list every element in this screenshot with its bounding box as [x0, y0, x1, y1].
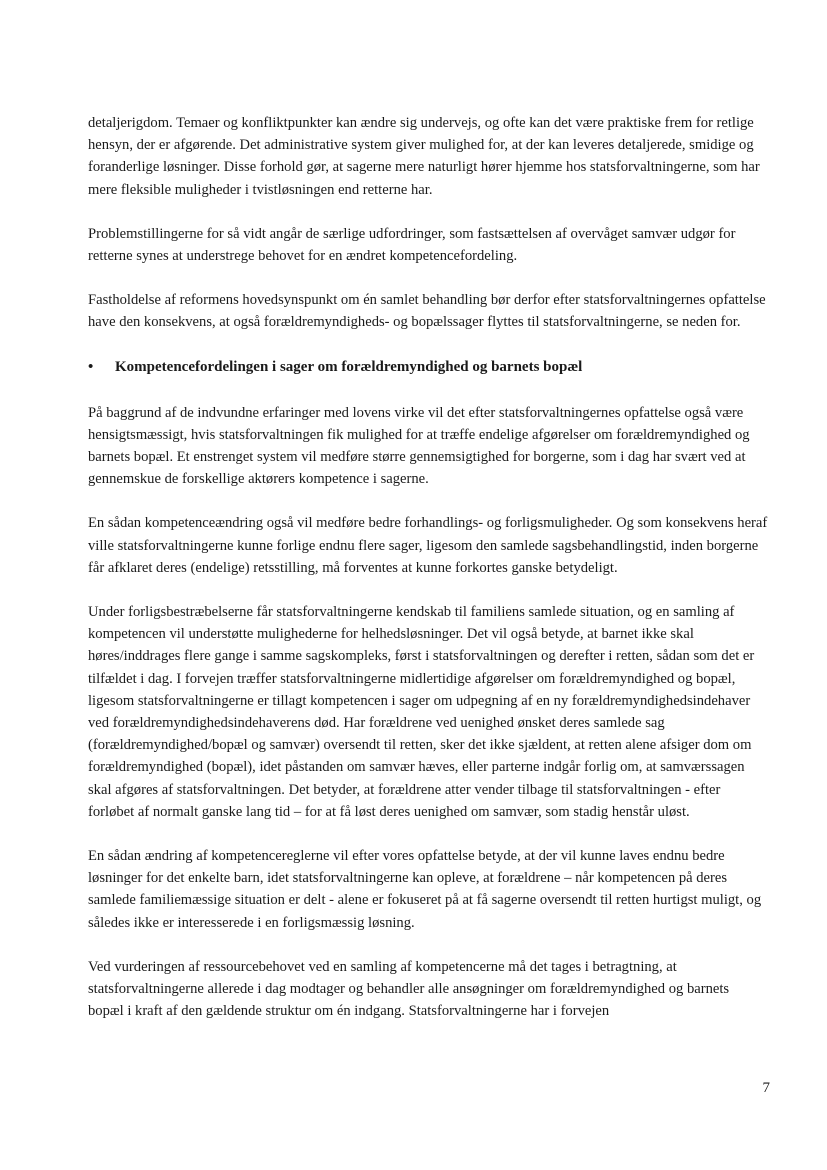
- section-heading-text: Kompetencefordelingen i sager om forældremyndighed og barnets bopæl: [115, 358, 583, 375]
- body-paragraph: En sådan kompetenceændring også vil medføre bedre forhandlings- og forligsmuligheder. Og som konsekvens heraf ville statsforvaltningerne kunne forlige endnu flere sager, ligesom den samlede sagsbehandlingstid, inden borgerne får afklaret deres (endelige) retsstilling, må forventes at kunne forkortes ganske betydeligt.: [88, 515, 768, 576]
- bullet-icon: •: [88, 358, 94, 375]
- document-page: [88, 112, 768, 1045]
- body-paragraph: detaljerigdom. Temaer og konfliktpunkter kan ændre sig undervejs, og ofte kan det være praktiske frem for retlige hensyn, der er afgørende. Det administrative system giver mulighed for, at der kan leveres detaljerede, smidige og foranderlige løsninger. Disse forhold gør, at sagerne mere naturligt hører hjemme hos statsforvaltningerne, som har mere fleksible muligheder i tvistløsningen end retterne har.: [88, 115, 760, 198]
- body-paragraph: En sådan ændring af kompetencereglerne vil efter vores opfattelse betyde, at der vil kunne laves endnu bedre løsninger for det enkelte barn, idet statsforvaltningerne kan opleve, at forældrene – når kompetencen på deres samlede familiemæssige situation er delt - alene er fokuseret på at få sagerne oversendt til retten hurtigst muligt, og således ikke er interesserede i en forligsmæssig løsning.: [88, 848, 762, 931]
- body-paragraph: Under forligsbestræbelserne får statsforvaltningerne kendskab til familiens samlede situation, og en samling af kompetencen vil understøtte mulighederne for helhedsløsninger. Det vil også betyde, at barnet ikke skal høres/inddrages flere gange i samme sagskompleks, først i statsforvaltningen og derefter i retten, sådan som det er tilfældet i dag. I forvejen træffer statsforvaltningerne midlertidige afgørelser om forældremyndighed og bopæl, ligesom statsforvaltningerne er tillagt kompetencen i sager om udpegning af en ny forældremyndighedsindehaver ved forældremyndighedsindehaverens død. Har forældrene ved uenighed ønsket deres samlede sag (forældremyndighed/bopæl og samvær) oversendt til retten, sker det ikke sjældent, at retten alene afsiger dom om forældremyndighed (bopæl), idet påstanden om samvær hæves, eller parterne indgår forlig om, at samværssagen skal afgøres af statsforvaltningen. Det betyder, at forældrene atter vender tilbage til statsforvaltningen - efter forløbet af normalt ganske lang tid – for at få løst deres uenighed om samvær, som stadig henstår uløst.: [88, 604, 755, 820]
- body-paragraph: På baggrund af de indvundne erfaringer med lovens virke vil det efter statsforvaltningernes opfattelse også være hensigtsmæssigt, hvis statsforvaltningen fik mulighed for at træffe endelige afgørelser om forældremyndighed og barnets bopæl. Et enstrenget system vil medføre større gennemsigtighed for borgerne, som i dag har svært ved at gennemskue de forskellige aktørers kompetence i sagerne.: [88, 404, 750, 488]
- body-paragraph: Ved vurderingen af ressourcebehovet ved en samling af kompetencerne må det tages i betragtning, at statsforvaltningerne allerede i dag modtager og behandler alle ansøgninger om forældremyndighed og barnets bopæl i kraft af den gældende struktur om én indgang. Statsforvaltningerne har i forvejen: [88, 958, 730, 1020]
- body-paragraph: Fastholdelse af reformens hovedsynspunkt om én samlet behandling bør derfor efter statsforvaltningernes opfattelse have den konsekvens, at også forældremyndigheds- og bopælssager flyttes til statsforvaltningerne, se neden for.: [88, 292, 766, 331]
- body-paragraph: Problemstillingerne for så vidt angår de særlige udfordringer, som fastsættelsen af overvåget samvær udgør for retterne synes at understrege behovet for en ændret kompetencefordeling.: [88, 225, 736, 265]
- page-number: 7: [762, 1080, 770, 1096]
- section-heading: [88, 356, 768, 378]
